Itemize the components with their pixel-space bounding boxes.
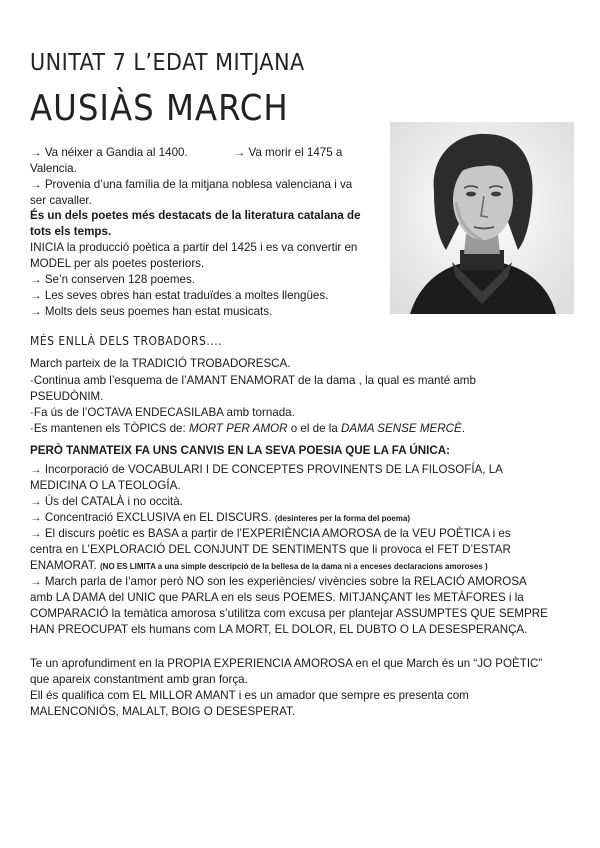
topic-dama-sense-merce: DAMA SENSE MERCÈ [341, 422, 462, 435]
change-line: → Incorporació de VOCABULARI I DE CONCEPTES PROVINENTS DE LA FILOSOFÍA, LA [30, 463, 503, 476]
death-text: → Va morir el 1475 a [233, 146, 343, 159]
unit-title: UNITAT 7 L’EDAT MITJANA [30, 50, 305, 76]
topic-mort-per-amor: MORT PER AMOR [188, 422, 288, 435]
change-line [30, 558, 488, 575]
change-line: → Ús del CATALÀ i no occità. [30, 495, 183, 508]
birth-text: → Va néixer a Gandia al 1400. [30, 146, 188, 159]
section-line: March parteix de la TRADICIÓ TROBADORESCA. [30, 357, 291, 370]
change-line: HAN PREOCUPAT els humans com LA MORT, EL DOLOR, EL DUBTO O LA DESESPERANÇA. [30, 623, 528, 636]
change-line: MEDICINA O LA TEOLOGÍA. [30, 479, 181, 492]
closing-line: que apareix constantment amb gran força. [30, 673, 248, 686]
closing-line: MALENCONIÓS, MALALT, BOIG O DESESPERAT. [30, 705, 296, 718]
section-title: MÉS ENLLÀ DELS TROBADORS.... [30, 334, 223, 348]
change-line: → March parla de l’amor però NO son les experiències/ vivències sobre la RELACIÓ AMOROSA [30, 575, 527, 588]
change-line: centra en L’EXPLORACIÓ DEL CONJUNT DE SENTIMENTS que li provoca el FET D’ESTAR [30, 543, 511, 556]
closing-line: Ell és qualifica com EL MILLOR AMANT i es un amador que sempre es presenta com [30, 689, 469, 702]
bio-line: → Les seves obres han estat traduïdes a moltes llengües. [30, 289, 329, 302]
birth-line [30, 145, 342, 161]
page-title: AUSIÀS MARCH [30, 88, 289, 129]
changes-heading: PERÒ TANMATEIX FA UNS CANVIS EN LA SEVA POESIA QUE LA FA ÚNICA: [30, 444, 450, 457]
section-line: PSEUDÒNIM. [30, 390, 104, 403]
bio-line: → Provenia d’una família de la mitjana noblesa valenciana i va [30, 178, 353, 191]
change-note: (NO ES LIMITA a una simple descripció de la bellesa de la dama ni a enceses declaracions amoroses ) [100, 562, 488, 571]
topics-text: ·Es mantenen els TÒPICS de: [30, 422, 189, 435]
change-line: amb LA DAMA del UNIC que PARLA en els seus POEMES. MITJANÇANT les METÀFORES i la [30, 591, 524, 604]
topics-line [30, 421, 465, 437]
bio-line: → Se’n conserven 128 poemes. [30, 273, 195, 286]
change-note: (desinteres per la forma del poema) [274, 514, 411, 523]
change-line [30, 510, 410, 527]
ausias-march-portrait [390, 122, 574, 314]
bio-line: ser cavaller. [30, 194, 92, 207]
topics-text: o el de la [287, 422, 342, 435]
bio-line: → Molts dels seus poemes han estat musicats. [30, 305, 273, 318]
bio-line: Valencia. [30, 162, 77, 175]
bio-line: INICIA la producció poètica a partir del 1425 i es va convertir en [30, 241, 358, 254]
topics-text: . [461, 422, 465, 435]
bio-highlight: tots els temps. [30, 225, 112, 238]
bio-highlight: És un dels poetes més destacats de la literatura catalana de [30, 209, 361, 222]
change-text: → Concentració EXCLUSIVA en EL DISCURS. [30, 511, 275, 524]
change-text: ENAMORAT. [30, 559, 100, 572]
section-line: ·Continua amb l’esquema de l’AMANT ENAMORAT de la dama , la qual es manté amb [30, 374, 476, 387]
change-line: COMPARACIÓ la temàtica amorosa s’utilitza com excusa per plantejar ASSUMPTES QUE SEMPRE [30, 607, 548, 620]
change-line: → El discurs poètic es BASA a partir de l’EXPERIÈNCIA AMOROSA de la VEU POÈTICA i es [30, 527, 511, 540]
bio-line: MODEL per als poetes posteriors. [30, 257, 205, 270]
section-line: ·Fa ús de l’OCTAVA ENDECASILABA amb tornada. [30, 406, 295, 419]
closing-line: Te un aprofundiment en la PROPIA EXPERIENCIA AMOROSA en el que March és un “JO POÈTIC” [30, 657, 543, 670]
